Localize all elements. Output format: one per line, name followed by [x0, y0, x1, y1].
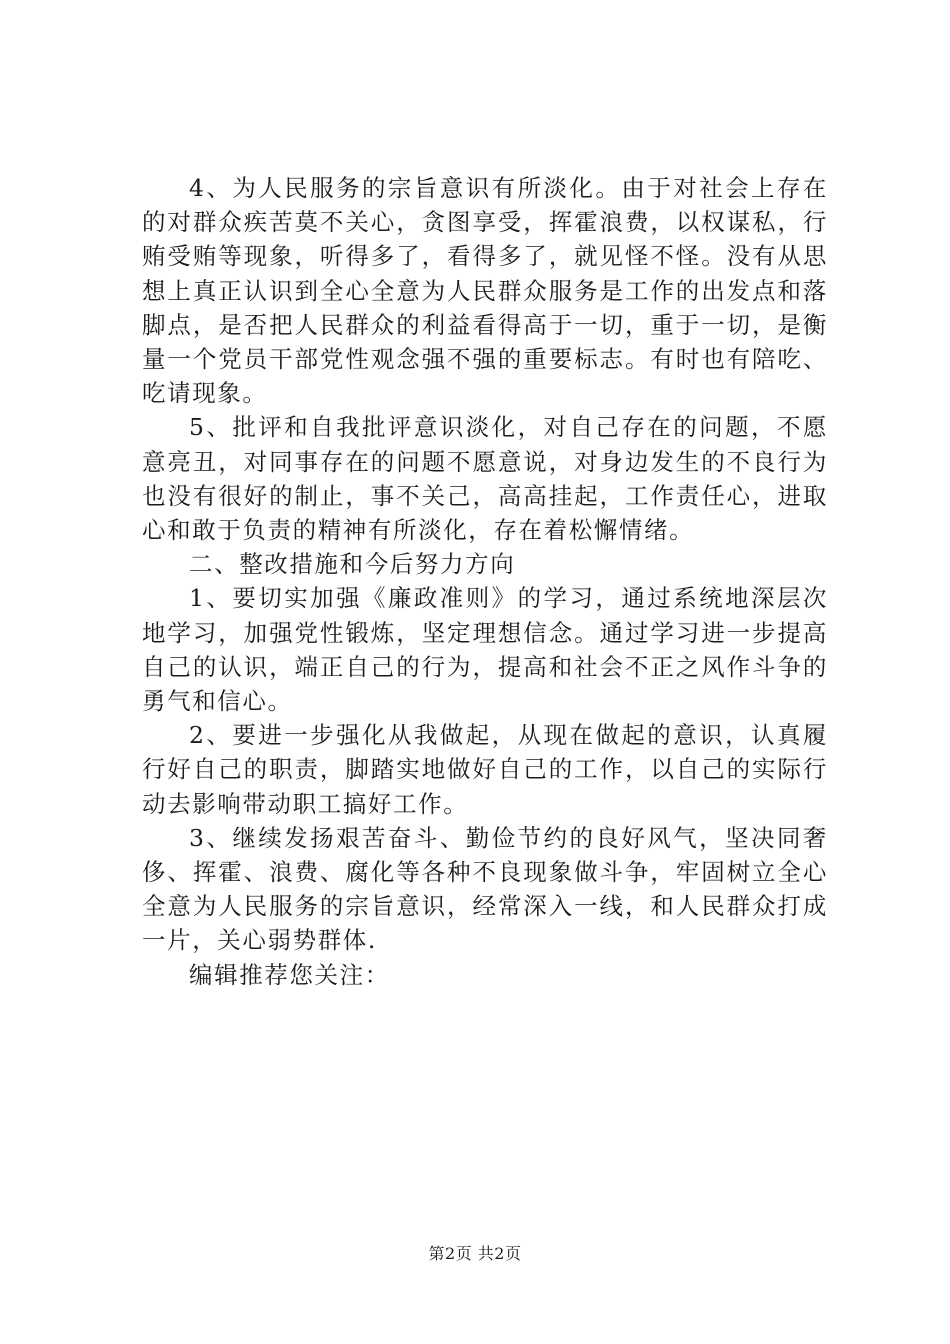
section-heading-rectification: 二、整改措施和今后努力方向: [189, 550, 516, 579]
editor-recommendation: 编辑推荐您关注：: [189, 960, 390, 989]
paragraph-item-5: 5、批评和自我批评意识淡化，对自己存在的问题，不愿意亮丑，对同事存在的问题不愿意说，对身边发生的不良行为也没有很好的制止，事不关己，高高挂起，工作责任心，进取心和敢于负责的精神有所淡化，存在着松懈情绪。: [142, 413, 828, 545]
paragraph-measure-2: 2、要进一步强化从我做起，从现在做起的意识，认真履行好自己的职责，脚踏实地做好自己的工作，以自己的实际行动去影响带动职工搞好工作。: [142, 721, 828, 818]
page-number-footer: 第2页 共2页: [428, 1244, 522, 1263]
paragraph-measure-1: 1、要切实加强《廉政准则》的学习，通过系统地深层次地学习，加强党性锻炼，坚定理想信念。通过学习进一步提高自己的认识，端正自己的行为，提高和社会不正之风作斗争的勇气和信心。: [142, 584, 828, 716]
document-body: [142, 171, 828, 992]
paragraph-item-4: 4、为人民服务的宗旨意识有所淡化。由于对社会上存在的对群众疾苦莫不关心，贪图享受，挥霍浪费，以权谋私，行贿受贿等现象，听得多了，看得多了，就见怪不怪。没有从思想上真正认识到全心全意为人民群众服务是工作的出发点和落脚点，是否把人民群众的利益看得高于一切，重于一切，是衡量一个党员干部党性观念强不强的重要标志。有时也有陪吃、吃请现象。: [142, 174, 828, 408]
paragraph-measure-3: 3、继续发扬艰苦奋斗、勤俭节约的良好风气，坚决同奢侈、挥霍、浪费、腐化等各种不良现象做斗争，牢固树立全心全意为人民服务的宗旨意识，经常深入一线，和人民群众打成一片，关心弱势群体.: [142, 823, 828, 955]
